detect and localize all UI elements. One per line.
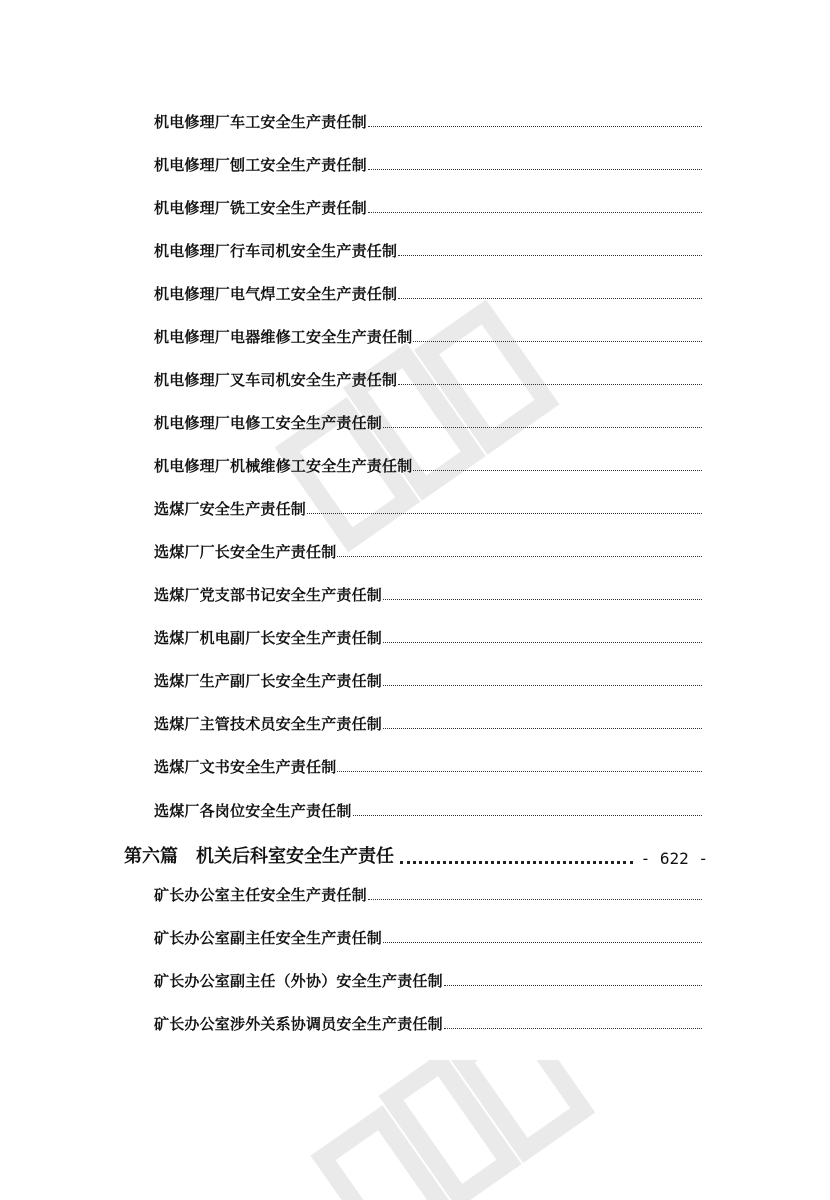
toc-entry-title: 机电修理厂刨工安全生产责任制 — [154, 156, 367, 174]
toc-entry[interactable] — [154, 620, 702, 648]
section-label: 第六篇 — [124, 846, 178, 867]
toc-entry[interactable] — [154, 706, 702, 734]
toc-entry[interactable] — [154, 920, 702, 948]
toc-entry[interactable] — [154, 319, 702, 347]
toc-entry-title: 矿长办公室副主任安全生产责任制 — [154, 929, 383, 947]
dot-leader — [383, 598, 702, 600]
toc-entry[interactable] — [154, 448, 702, 476]
toc-entry-title: 机电修理厂电气焊工安全生产责任制 — [154, 285, 398, 303]
toc-entry[interactable] — [154, 577, 702, 605]
dot-leader — [368, 125, 702, 127]
toc-entry-title: 矿长办公室主任安全生产责任制 — [154, 886, 367, 904]
toc-entry-title: 机电修理厂车工安全生产责任制 — [154, 113, 367, 131]
dot-leader — [444, 1027, 702, 1029]
dot-leader — [368, 898, 702, 900]
toc-section-heading[interactable] — [124, 838, 708, 868]
dot-leader — [444, 984, 702, 986]
toc-entry-title: 机电修理厂叉车司机安全生产责任制 — [154, 371, 398, 389]
dot-leader — [383, 941, 702, 943]
dot-leader — [383, 684, 702, 686]
dot-leader — [337, 555, 702, 557]
toc-entry-title: 选煤厂机电副厂长安全生产责任制 — [154, 629, 383, 647]
dot-leader — [413, 469, 702, 471]
toc-entry[interactable] — [154, 534, 702, 562]
section-title: 机关后科室安全生产责任 — [196, 846, 394, 867]
watermark-graphic — [300, 1060, 600, 1200]
dot-leader — [307, 512, 702, 514]
dot-leader — [353, 814, 702, 816]
toc-entry-title: 机电修理厂电器维修工安全生产责任制 — [154, 328, 413, 346]
toc-entry[interactable] — [154, 1006, 702, 1034]
dot-leader — [398, 383, 702, 385]
toc-entry[interactable] — [154, 190, 702, 218]
toc-entry-title: 选煤厂厂长安全生产责任制 — [154, 543, 337, 561]
dot-leader — [368, 168, 702, 170]
toc-entry[interactable] — [154, 233, 702, 261]
toc-entry[interactable] — [154, 663, 702, 691]
toc-entry[interactable] — [154, 749, 702, 777]
dot-leader — [337, 770, 702, 772]
toc-entry[interactable] — [154, 877, 702, 905]
toc-entry-title: 机电修理厂行车司机安全生产责任制 — [154, 242, 398, 260]
toc-entry[interactable] — [154, 276, 702, 304]
dot-leader — [383, 727, 702, 729]
dot-leader — [368, 211, 702, 213]
toc-entry-title: 选煤厂各岗位安全生产责任制 — [154, 802, 352, 820]
toc-entry-title: 选煤厂文书安全生产责任制 — [154, 758, 337, 776]
toc-entry[interactable] — [154, 104, 702, 132]
dot-leader — [400, 860, 633, 864]
toc-entry[interactable] — [154, 793, 702, 821]
toc-entry-title: 选煤厂生产副厂长安全生产责任制 — [154, 672, 383, 690]
toc-entry-title: 机电修理厂铣工安全生产责任制 — [154, 199, 367, 217]
toc-entry-title: 机电修理厂电修工安全生产责任制 — [154, 414, 383, 432]
toc-entry[interactable] — [154, 362, 702, 390]
toc-entry-title: 选煤厂安全生产责任制 — [154, 500, 307, 518]
dot-leader — [398, 297, 702, 299]
toc-entry-title: 矿长办公室涉外关系协调员安全生产责任制 — [154, 1015, 443, 1033]
toc-entry-title: 选煤厂党支部书记安全生产责任制 — [154, 586, 383, 604]
toc-entry[interactable] — [154, 963, 702, 991]
dot-leader — [383, 641, 702, 643]
toc-entry-title: 机电修理厂机械维修工安全生产责任制 — [154, 457, 413, 475]
toc-entry-title: 选煤厂主管技术员安全生产责任制 — [154, 715, 383, 733]
dot-leader — [383, 426, 702, 428]
dot-leader — [398, 254, 702, 256]
toc-entry[interactable] — [154, 491, 702, 519]
toc-entry[interactable] — [154, 405, 702, 433]
section-page-number: - 622 - — [640, 849, 708, 868]
dot-leader — [413, 340, 702, 342]
toc-entry-title: 矿长办公室副主任（外协）安全生产责任制 — [154, 972, 443, 990]
toc-entry[interactable] — [154, 147, 702, 175]
